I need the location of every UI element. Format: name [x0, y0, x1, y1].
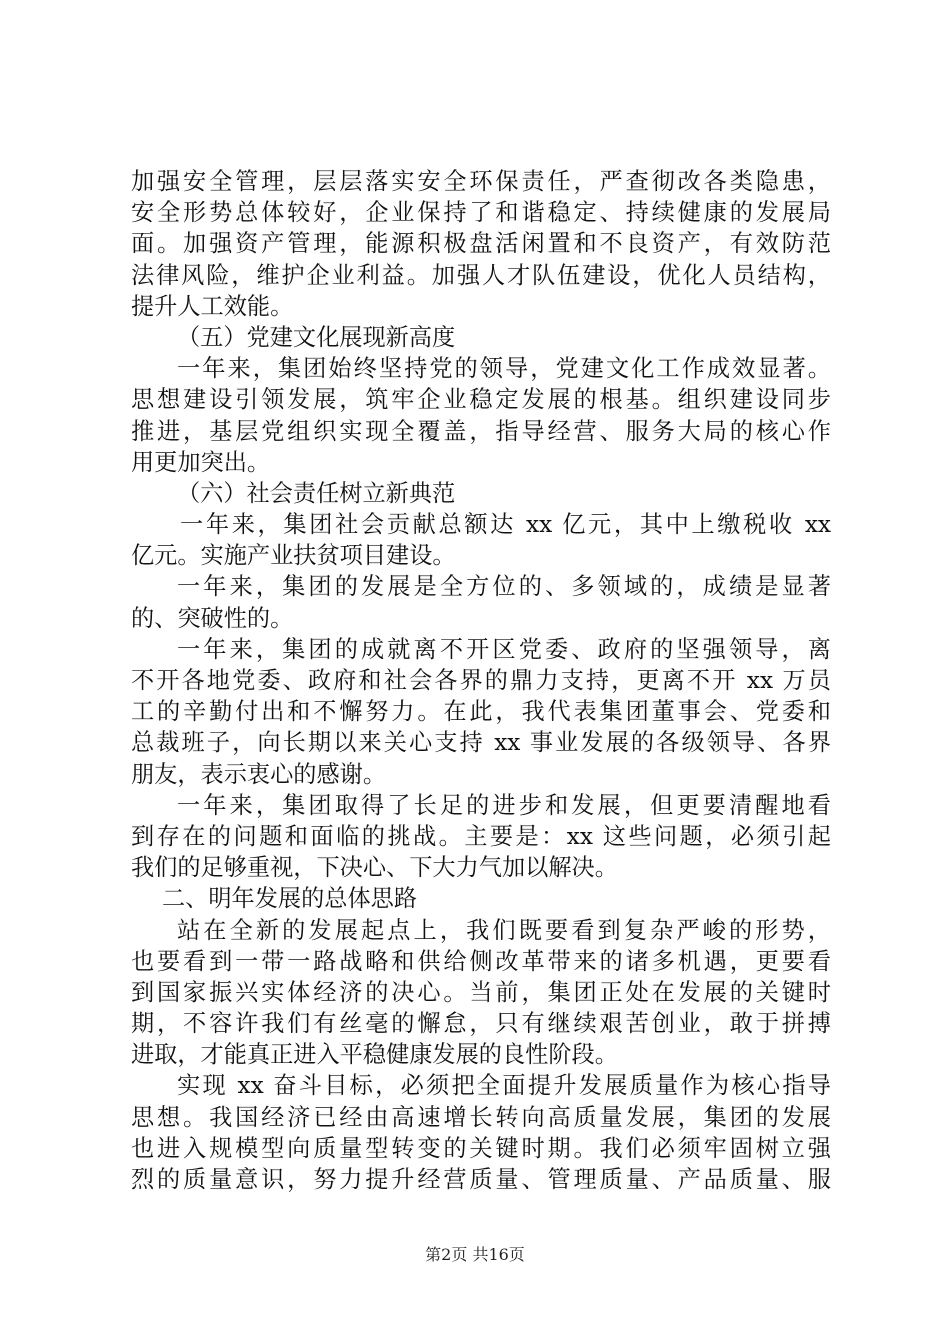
text-line: 一年来，集团的成就离不开区党委、政府的坚强领导，离: [177, 635, 831, 663]
text-line: 用更加突出。: [131, 448, 271, 476]
text-line: 一年来，集团取得了长足的进步和发展，但更要清醒地看: [177, 791, 831, 819]
text-line: 也进入规模型向质量型转变的关键时期。我们必须牢固树立强: [131, 1134, 831, 1162]
text-line: 提升人工效能。: [131, 292, 294, 320]
text-line: 站在全新的发展起点上，我们既要看到复杂严峻的形势，: [177, 916, 831, 944]
text-line: 一年来，集团始终坚持党的领导，党建文化工作成效显著。: [177, 355, 831, 383]
text-line: 到国家振兴实体经济的决心。当前，集团正处在发展的关键时: [131, 978, 831, 1006]
text-line: 亿元。实施产业扶贫项目建设。: [131, 542, 456, 570]
text-line: 朋友，表示衷心的感谢。: [131, 760, 387, 788]
text-line: 加强安全管理，层层落实安全环保责任，严查彻改各类隐患，: [131, 168, 831, 195]
page-number-footer: 第2页 共16页: [425, 1245, 525, 1264]
text-line: 法律风险，维护企业利益。加强人才队伍建设，优化人员结构，: [131, 261, 831, 289]
text-line: 工的辛勤付出和不懈努力。在此，我代表集团董事会、党委和: [131, 698, 831, 726]
text-line: 面。加强资产管理，能源积极盘活闲置和不良资产，有效防范: [131, 230, 831, 258]
text-line: 期，不容许我们有丝毫的懈怠，只有继续艰苦创业，敢于拼搏: [131, 1010, 831, 1038]
text-line: 进取，才能真正进入平稳健康发展的良性阶段。: [131, 1041, 618, 1069]
document-body: [131, 166, 831, 1195]
text-line: 一年来，集团的发展是全方位的、多领域的，成绩是显著: [177, 573, 831, 601]
section-heading: （六）社会责任树立新典范: [177, 479, 456, 507]
text-line: 到存在的问题和面临的挑战。主要是：xx 这些问题，必须引起: [131, 822, 831, 850]
text-line: 思想建设引领发展，筑牢企业稳定发展的根基。组织建设同步: [131, 386, 831, 414]
text-line: 思想。我国经济已经由高速增长转向高质量发展，集团的发展: [131, 1103, 831, 1131]
text-line: 推进，基层党组织实现全覆盖，指导经营、服务大局的核心作: [131, 417, 831, 445]
section-heading: （五）党建文化展现新高度: [177, 323, 456, 351]
text-line: 实现 xx 奋斗目标，必须把全面提升发展质量作为核心指导: [177, 1072, 831, 1100]
text-line: 总裁班子，向长期以来关心支持 xx 事业发展的各级领导、各界: [131, 729, 831, 757]
text-line: 安全形势总体较好，企业保持了和谐稳定、持续健康的发展局: [131, 199, 831, 227]
text-line: 也要看到一带一路战略和供给侧改革带来的诸多机遇，更要看: [131, 947, 831, 975]
text-line: 的、突破性的。: [131, 604, 294, 632]
text-line: 一年来，集团社会贡献总额达 xx 亿元，其中上缴税收 xx: [180, 511, 831, 539]
text-line: 不开各地党委、政府和社会各界的鼎力支持，更离不开 xx 万员: [131, 667, 831, 694]
text-line: 烈的质量意识，努力提升经营质量、管理质量、产品质量、服: [131, 1166, 831, 1193]
section-heading: 二、明年发展的总体思路: [162, 885, 418, 913]
text-line: 我们的足够重视，下决心、下大力气加以解决。: [131, 854, 618, 882]
